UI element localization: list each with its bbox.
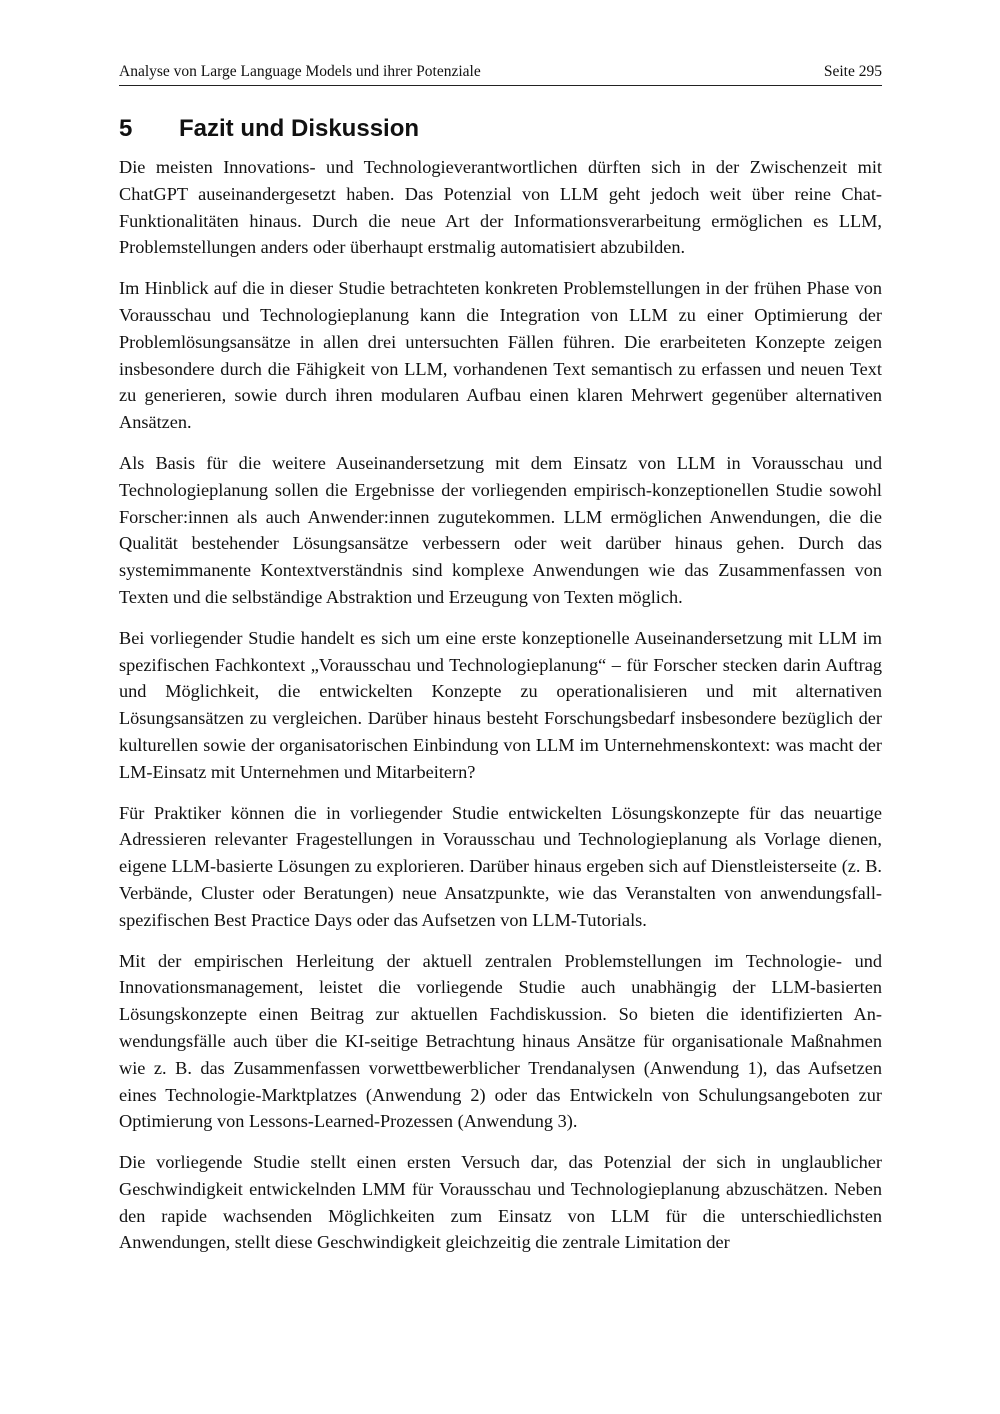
paragraph: Als Basis für die weitere Auseinandersetzung mit dem Einsatz von LLM in Vorausschau und Technologieplanung sollen die Ergebnisse der vorliegenden empirisch-konzeptionellen Studie sowohl Forscher:innen als auch Anwender:innen zugutekommen. LLM ermöglichen Anwendungen, die die Qualität bestehender Lösungsansätze verbessern oder weit darüber hinaus gehen. Durch das systemimmanente Kontextverständnis sind komplexe Anwendungen wie das Zusammenfassen von Texten und die selbständige Abstraktion und Erzeugung von Texten möglich. [119, 452, 882, 607]
paragraph: Die vorliegende Studie stellt einen ersten Versuch dar, das Potenzial der sich in unglaublicher Geschwindigkeit entwickelnden LMM für Vorausschau und Technologieplanung abzuschätzen. Neben den rapide wachsenden Möglichkeiten zum Einsatz von LLM für die unterschiedlichsten Anwendungen, stellt diese Geschwindigkeit gleichzeitig die zentrale Limitation der [119, 1152, 882, 1253]
paragraph: Die meisten Innovations- und Technologieverantwortlichen dürften sich in der Zwischenzeit mit ChatGPT auseinandergesetzt haben. Das Potenzial von LLM geht jedoch weit über reine Chat-Funktionalitäten hinaus. Durch die neue Art der Informationsverarbeitung ermöglichen es LLM, Problemstellungen anders oder überhaupt erstmalig automatisiert abzubilden. [119, 157, 882, 258]
page-number: Seite 295 [823, 63, 882, 80]
section-number: 5 [119, 115, 133, 142]
running-header [119, 62, 882, 86]
header-title: Analyse von Large Language Models und ihrer Potenziale [119, 63, 481, 80]
paragraph: Für Praktiker können die in vorliegender Studie entwickelten Lösungskonzepte für das neuartige Adressieren relevanter Fragestellungen in Vorausschau und Technologieplanung als Vorlage dienen, eigene LLM-basierte Lösungen zu explorieren. Darüber hinaus ergeben sich auf Dienstleisterseite (z. B. Verbände, Cluster oder Beratungen) neue Ansatzpunkte, wie das Veranstalten von anwendungsfall-spezifischen Best Practice Days oder das Aufsetzen von LLM-Tutorials. [119, 802, 882, 930]
body-text [119, 154, 882, 1256]
section-title: Fazit und Diskussion [179, 115, 420, 142]
paragraph: Mit der empirischen Herleitung der aktuell zentralen Problemstellungen im Technologie- und Innovationsmanagement, leistet die vorliegende Studie auch unabhängig der LLM-basierten Lösungskonzepte einen Beitrag zur aktuellen Fachdiskussion. So bieten die identifizierten Anwendungsfälle auch über die KI-seitige Betrachtung hinaus Ansätze für organisationale Maßnahmen wie z. B. das Zusammenfassen vorwettbewerblicher Trendanalysen (Anwendung 1), das Aufsetzen eines Technologie-Marktplatzes (Anwendung 2) oder das Entwickeln von Schulungsangeboten zur Optimierung von Lessons-Learned-Prozessen (Anwendung 3). [119, 950, 882, 1132]
paragraph: Im Hinblick auf die in dieser Studie betrachteten konkreten Problemstellungen in der frühen Phase von Vorausschau und Technologieplanung kann die Integration von LLM zu einer Optimierung der Problemlösungsansätze in allen drei untersuchten Fällen führen. Die erarbeiteten Konzepte zeigen insbesondere durch die Fähigkeit von LLM, vorhandenen Text semantisch zu erfassen und neuen Text zu generieren, sowie durch ihren modularen Aufbau einen klaren Mehrwert gegenüber alternativen Ansätzen. [119, 278, 882, 433]
document-page [119, 62, 882, 1270]
paragraph: Bei vorliegender Studie handelt es sich um eine erste konzeptionelle Auseinandersetzung mit LLM im spezifischen Fachkontext „Vorausschau und Technologieplanung“ – für Forscher stecken darin Auftrag und Möglichkeit, die entwickelten Konzepte zu operationalisieren und mit alternativen Lösungsansätzen zu vergleichen. Darüber hinaus besteht Forschungsbedarf insbesondere bezüglich der kulturellen sowie der organisatorischen Einbindung von LLM im Unternehmenskontext: was macht der LM-Einsatz mit Unternehmen und Mitarbeitern? [119, 627, 882, 782]
section-heading [119, 114, 882, 144]
